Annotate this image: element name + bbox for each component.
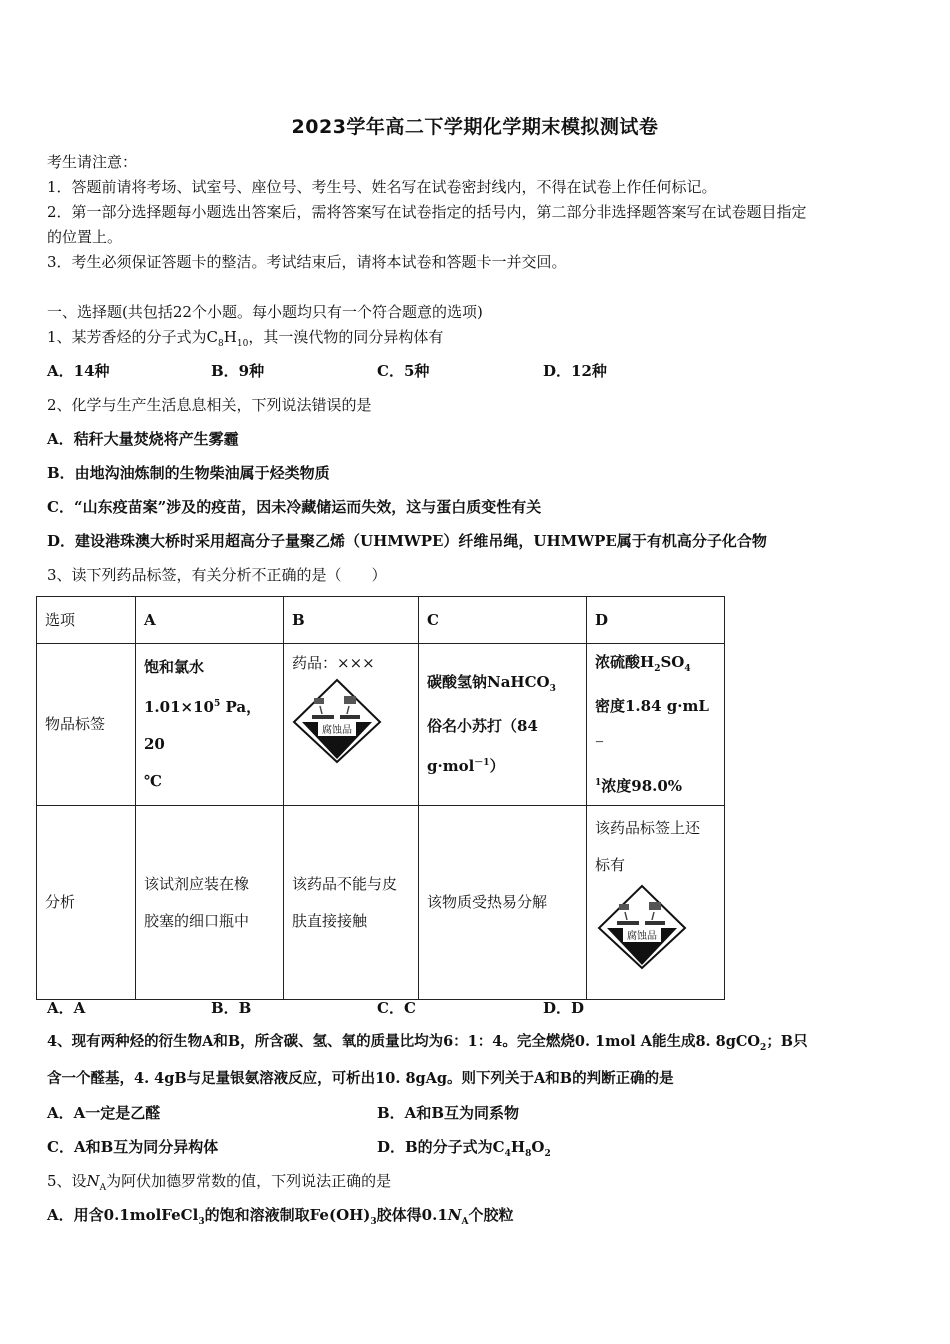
q3-option-c: C．C: [377, 999, 416, 1017]
table-header-cell: C: [419, 597, 587, 644]
q4-option-d: D．B的分子式为$C_4H_8O_2$: [377, 1138, 551, 1159]
label-b: 药品：××× 腐蚀品: [284, 644, 419, 806]
q3-option-d: D．D: [543, 999, 585, 1017]
q3-option-b: B．B: [211, 999, 252, 1017]
section-heading: 一、选择题(共包括22个小题。每小题均只有一个符合题意的选项): [47, 303, 483, 321]
q1-option-d: D．12种: [543, 362, 607, 380]
question-1-stem: 1、某芳香烃的分子式为$C_8H_{10}$，其一溴代物的同分异构体有: [47, 328, 444, 349]
analysis-a: 该试剂应装在橡 胶塞的细口瓶中: [136, 806, 284, 1000]
question-2-stem: 2、化学与生产生活息息相关，下列说法错误的是: [47, 396, 372, 414]
table-header-cell: 选项: [37, 597, 136, 644]
table-header-cell: A: [136, 597, 284, 644]
q1-option-a: A．14种: [47, 362, 110, 380]
table-header-cell: D: [587, 597, 725, 644]
svg-text:腐蚀品: 腐蚀品: [627, 931, 657, 942]
notice-item: 2．第一部分选择题每小题选出答案后，需将答案写在试卷指定的括号内，第二部分非选择题答案写在试卷题目指定: [47, 203, 807, 221]
q2-option-d: D．建设港珠澳大桥时采用超高分子量聚乙烯（UHMWPE）纤维吊绳，UHMWPE属于有机高分子化合物: [47, 532, 767, 550]
svg-text:腐蚀品: 腐蚀品: [322, 725, 352, 736]
notice-item: 3．考生必须保证答题卡的整洁。考试结束后，请将本试卷和答题卡一并交回。: [47, 253, 567, 271]
question-3-stem: 3、读下列药品标签，有关分析不正确的是（ ）: [47, 566, 387, 584]
label-a: 饱和氯水 $1.01\times 10^5$ Pa，20 ℃: [136, 644, 284, 806]
table-row-analysis: [37, 806, 725, 1000]
q2-option-b: B．由地沟油炼制的生物柴油属于烃类物质: [47, 464, 330, 482]
analysis-d: 该药品标签上还 标有 腐蚀品: [587, 806, 725, 1000]
q1-option-b: B．9种: [211, 362, 265, 380]
q2-option-c: C．“山东疫苗案”涉及的疫苗，因未冷藏储运而失效，这与蛋白质变性有关: [47, 498, 542, 516]
q1-option-c: C．5种: [377, 362, 430, 380]
row-title: 物品标签: [37, 644, 136, 806]
label-c: 碳酸氢钠NaHCO$_3$ 俗名小苏打（84 g·mol$^{-1}$）: [419, 644, 587, 806]
q2-option-a: A．秸秆大量焚烧将产生雾霾: [47, 430, 239, 448]
q4-option-c: C．A和B互为同分异构体: [47, 1138, 219, 1156]
analysis-c: 该物质受热易分解: [419, 806, 587, 1000]
analysis-b: 该药品不能与皮 肤直接接触: [284, 806, 419, 1000]
table-row-labels: [37, 644, 725, 806]
corrosive-hazard-icon: [292, 678, 382, 764]
drug-label-table: [36, 596, 725, 1000]
table-header-cell: B: [284, 597, 419, 644]
table-header-row: [37, 597, 725, 644]
notice-item: 1．答题前请将考场、试室号、座位号、考生号、姓名写在试卷密封线内，不得在试卷上作任何标记。: [47, 178, 717, 196]
corrosive-hazard-icon: [597, 884, 687, 970]
question-4-line-2: 含一个醛基，4. 4gB与足量银氨溶液反应，可析出10. 8gAg。则下列关于A和B的判断正确的是: [47, 1070, 674, 1087]
notice-heading: 考生请注意：: [47, 153, 138, 171]
question-5-stem: 5、设$N_A$为阿伏加德罗常数的值，下列说法正确的是: [47, 1172, 392, 1193]
page-title: 2023学年高二下学期化学期末模拟测试卷: [291, 116, 659, 138]
question-4-line-1: 4、现有两种烃的衍生物A和B，所含碳、氢、氧的质量比均为6：1：4。完全燃烧0. 1mol A能生成8. 8gCO$_2$；B只: [47, 1033, 808, 1053]
row-title: 分析: [37, 806, 136, 1000]
notice-item: 的位置上。: [47, 228, 123, 246]
q3-option-a: A．A: [47, 999, 86, 1017]
label-d: 浓硫酸$H_2SO_4$ 密度1.84 g·mL－ $^1$浓度98.0%: [587, 644, 725, 806]
q4-option-b: B．A和B互为同系物: [377, 1104, 519, 1122]
q4-option-a: A．A一定是乙醛: [47, 1104, 161, 1122]
q5-option-a: A．用含0.1molFeCl$_3$的饱和溶液制取$Fe(OH)_3$胶体得$0.1N_A$个胶粒: [47, 1206, 514, 1227]
